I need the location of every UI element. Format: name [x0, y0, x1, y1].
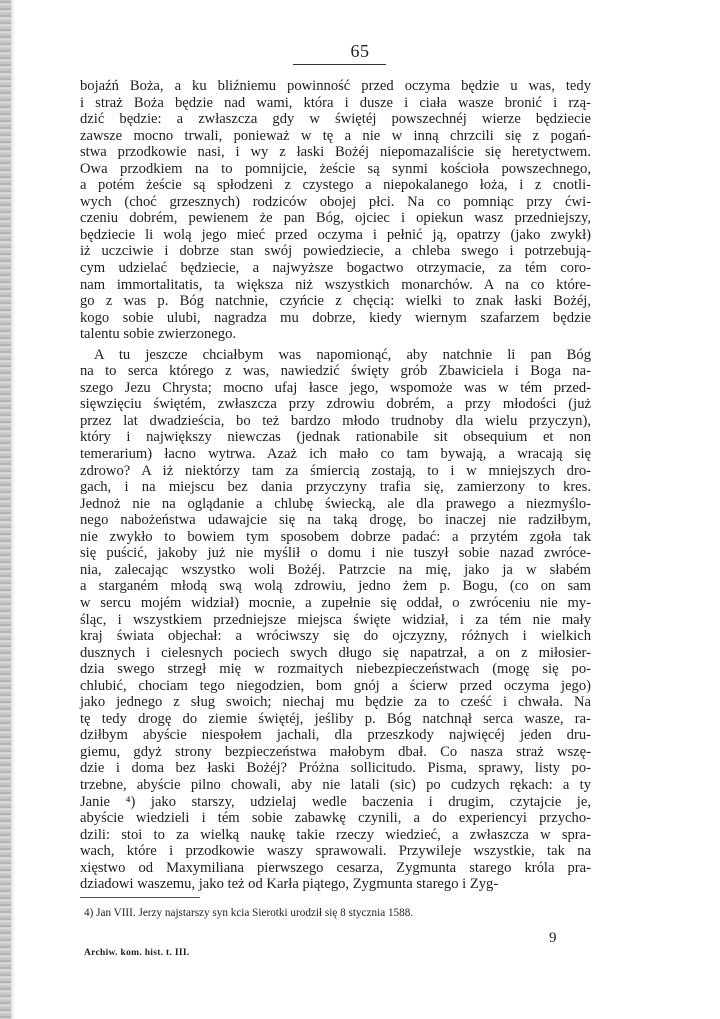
text-line: przez lat dwadzieścia, bo też bardzo młodo trudnoby dla wielu przyczyn), — [80, 412, 591, 429]
text-line: jako jednego z sług swoich; niechaj mu będzie za to cześć i chwała. Na — [80, 694, 591, 711]
footnote-rule — [80, 897, 200, 898]
text-line: dusznych i cielesnych pociech swych długo się napatrzał, a on z miłosier- — [80, 644, 591, 661]
text-line: nego nabożeństwa udawajcie się na taką drogę, bo inaczej nie radziłbym, — [80, 512, 591, 529]
paragraph-1 — [80, 78, 591, 343]
printer-signature-source: Archiw. kom. hist. t. III. — [84, 948, 190, 958]
text-line: zawsze mocno trwali, ponieważ w tę a nie w inną chrzcili się z pogań- — [80, 127, 591, 144]
text-line: abyście wiedzieli i tém sobie zabawkę czynili, a do experiencyi przycho- — [80, 810, 591, 827]
text-line: dzie i doma bez łaski Bożéj? Próżna sollicitudo. Pisma, sprawy, listy po- — [80, 760, 591, 777]
scan-edge-shadow — [0, 0, 11, 1019]
text-line: temerarium) łacno wytrwa. Azaż ich mało co tam bywają, a wracają się — [80, 446, 591, 463]
text-line: chlubić, chociam tego niegodzien, bom gnój a ścierw przed oczyma jego) — [80, 677, 591, 694]
text-line: Jednoż nie na oglądanie a chlubę świecką, ale dla prawego a niezmyślo- — [80, 495, 591, 512]
text-line: cym udzielać będziecie, a najwyższe bogactwo otrzymacie, za tém coro- — [80, 260, 591, 277]
text-line: dziadowi waszemu, jako też od Karła piątego, Zygmunta starego i Zyg- — [80, 876, 499, 893]
text-line: Owa przodkiem na to pomnijcie, żeście są synmi kościoła powszechnego, — [80, 160, 591, 177]
text-line: w sercu mojém widział) mocnie, a zupełnie się oddał, o zwróceniu nie my- — [80, 594, 591, 611]
text-line: i straż Boża będzie nad wami, która i dusze i ciała wasze bronić i rzą- — [80, 94, 591, 111]
text-line: śląc, i wszystkiem przedniejsze miejsca święte widział, i za tém nie mały — [80, 611, 591, 628]
text-line: czeniu dobrém, pewienem że pan Bóg, ojciec i opiekun wasz przedniejszy, — [80, 210, 591, 227]
footnote-marker: 4) — [84, 907, 94, 919]
text-line: dzić będzie: a zwłaszcza gdy w świętéj powszechnéj wierze będziecie — [80, 111, 591, 128]
text-line: dzili: stoi to za wielką naukę takie rzeczy wiedzieć, a zwłaszcza w spra- — [80, 826, 591, 843]
paragraph-2 — [80, 347, 591, 893]
text-line: trzebne, abyście pilno chowali, aby nie latali (sic) po cudzych rękach: a ty — [80, 776, 591, 793]
text-line: xięstwo od Maxymiliana pierwszego cesarza, Zygmunta starego króla pra- — [80, 859, 591, 876]
text-line: dziłbym abyście niespołem jachali, dla przeszkody najwięcéj jeden dru- — [80, 727, 591, 744]
text-line: kogo sobie ulubi, nagradza mu dobrze, kiedy wiernym szafarzem będzie — [80, 309, 591, 326]
text-line: się puścić, jakoby już nie myślił o domu i nie tuszył sobie nazad zwróce- — [80, 545, 591, 562]
text-line: wach, które i przodkowie waszy sprawowali. Przywileje wszystkie, tak na — [80, 843, 591, 860]
text-line: nam immortalitatis, ta większa niż wszystkich monarchów. A na co które- — [80, 276, 591, 293]
scan-edge-fade — [11, 0, 15, 1019]
text-line: sięwzięciu świętém, zwłaszcza przy zdrowiu dobrém, a przy młodości (już — [80, 396, 591, 413]
text-line: dzia swego strzegł mię w rozmaitych niebezpieczeństwach (mogę się po- — [80, 661, 591, 678]
printer-signature-mark: 9 — [549, 930, 557, 946]
text-line: gach, i na miejscu bez dania przyczyny trafia się, zamierzony to kres. — [80, 479, 591, 496]
footnote — [84, 907, 584, 919]
text-line: iż uczciwie i dobrze stan swój powiedziecie, a chleba swego i potrzebują- — [80, 243, 591, 260]
text-line: Janie ⁴) jako starszy, udzielaj wedle baczenia i drugim, czytajcie je, — [80, 793, 591, 810]
text-line: a potém żeście są spłodzeni z czystego a niepokalanego łoża, i z cnotli- — [80, 177, 591, 194]
page-number: 65 — [350, 41, 370, 61]
text-line: stwa przodkowie nasi, i wy z łaski Bożéj niepomazaliście się heretyctwem. — [80, 144, 591, 161]
footnote-text: Jan VIII. Jerzy najstarszy syn kcia Sierotki urodził się 8 stycznia 1588. — [96, 907, 414, 919]
text-line: zdrowo? A iż niektórzy tam za śmiercią zostają, to i w mniejszych dro- — [80, 462, 591, 479]
text-line: go z was p. Bóg natchnie, czyńcie z chęcią: wielki to znak łaski Bożéj, — [80, 293, 591, 310]
text-line: nie zwykło to bowiem tym sposobem dobrze padać: a przytém zgoła tak — [80, 528, 591, 545]
text-line: kraj świata objechał: a wróciwszy się do ojczyzny, różnych i wielkich — [80, 628, 591, 645]
text-line: wych (choć grzesznych) rodziców obojej płci. Na co pomniąc przy ćwi- — [80, 193, 591, 210]
text-line: nia, zalecając wszystko woli Bożéj. Patrzcie na mię, jako ja w słabém — [80, 561, 591, 578]
text-line: na to serca którego z was, nawiedzić święty grób Zbawiciela i Boga na- — [80, 363, 591, 380]
text-line: A tu jeszcze chciałbym was napomionąć, aby natchnie li pan Bóg — [94, 346, 591, 363]
text-line: bojaźń Boża, a ku bliźniemu powinność przed oczyma będzie u was, tedy — [80, 78, 591, 94]
text-line: który i największy niewczas (jednak rationabile sit obsequium et non — [80, 429, 591, 446]
main-text — [80, 78, 591, 893]
page-number-rule — [293, 64, 386, 65]
text-line: szego Jezu Chrysta; mocno ufaj łasce jego, wspomoże was w tém przed- — [80, 379, 591, 396]
text-line: a starganém młodą swą wolą zdrowiu, jedno żem p. Bogu, (co on sam — [80, 578, 591, 595]
text-line: tę tedy drogę do ziemie świętéj, jeśliby p. Bóg natchnął serca wasze, ra- — [80, 710, 591, 727]
text-line: giemu, gdyż strony bezpieczeństwa małobym dbał. Co nasza straż wszę- — [80, 743, 591, 760]
text-line: będziecie li wolą jego mieć przed oczyma i pełnić ją, opatrzy (jako zwykł) — [80, 226, 591, 243]
text-line: talentu sobie zwierzonego. — [80, 326, 237, 343]
